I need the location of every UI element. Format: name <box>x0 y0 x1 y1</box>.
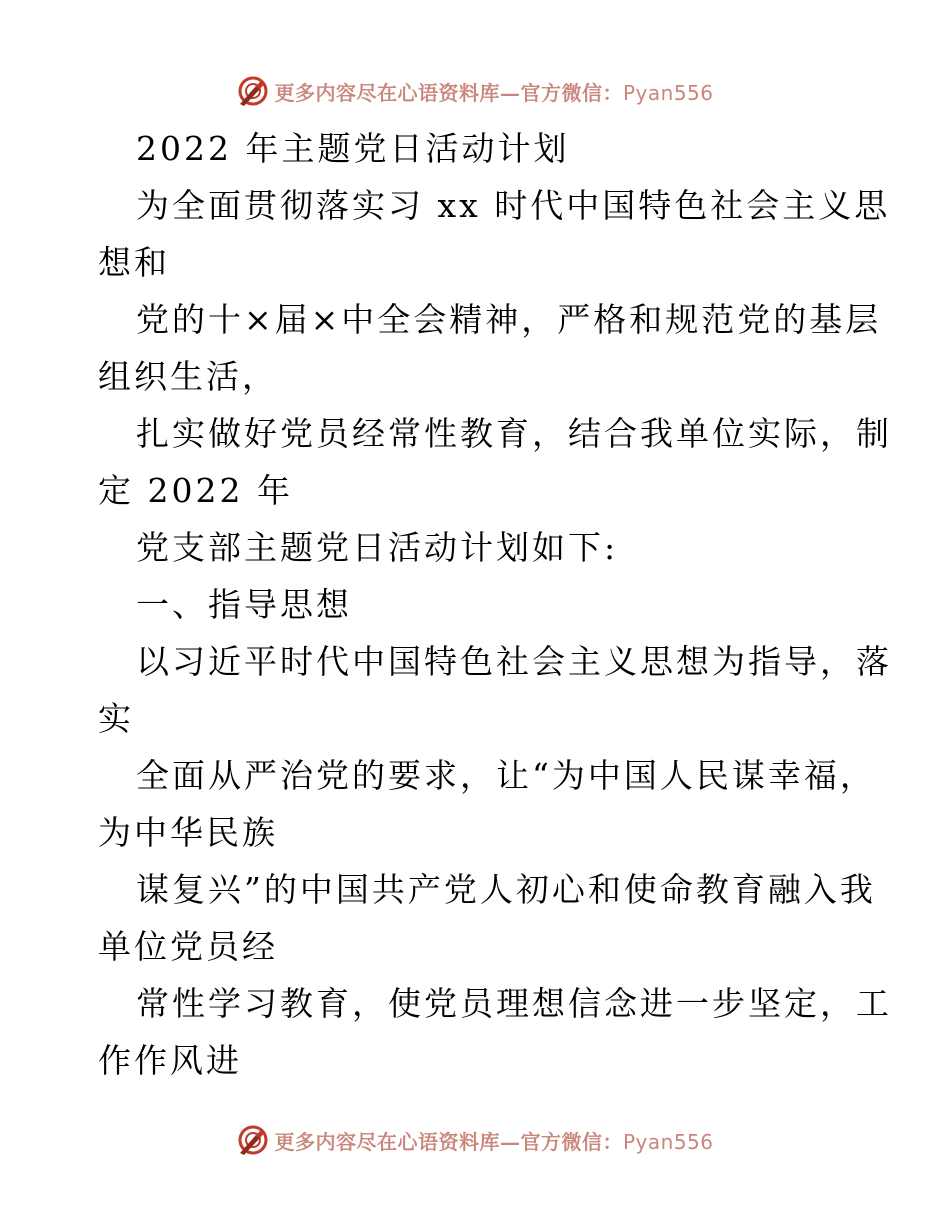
watermark-wechat-id: Pyan556 <box>622 1129 714 1154</box>
header-watermark <box>0 71 950 111</box>
watermark-text <box>274 1126 713 1155</box>
text-line: 实 <box>98 699 134 738</box>
text-line: 组织生活， <box>98 357 278 396</box>
text-line: 定 2022 年 <box>98 471 293 510</box>
text-line: 全面从严治党的要求，让“为中国人民谋幸福， <box>136 756 876 795</box>
text-line: 为中华民族 <box>98 813 278 852</box>
pen-logo-icon <box>236 1123 270 1157</box>
text-line: 党支部主题党日活动计划如下: <box>136 528 619 567</box>
watermark-label: 更多内容尽在心语资料库—官方微信： <box>274 1129 623 1154</box>
text-line: 为全面贯彻落实习 xx 时代中国特色社会主义思 <box>136 186 891 225</box>
text-line: 想和 <box>98 243 170 282</box>
text-line: 谋复兴”的中国共产党人初心和使命教育融入我 <box>136 870 876 909</box>
watermark-label: 更多内容尽在心语资料库—官方微信： <box>274 80 623 105</box>
text-line: 扎实做好党员经常性教育，结合我单位实际，制 <box>136 414 892 453</box>
section-heading: 一、指导思想 <box>136 585 352 624</box>
watermark-text <box>274 77 713 106</box>
text-line: 党的十×届×中全会精神，严格和规范党的基层 <box>136 300 882 339</box>
document-title: 2022 年主题党日活动计划 <box>136 129 570 168</box>
watermark-wechat-id: Pyan556 <box>622 80 714 105</box>
document-body <box>98 120 892 1089</box>
text-line: 单位党员经 <box>98 927 278 966</box>
text-line: 以习近平时代中国特色社会主义思想为指导，落 <box>136 642 892 681</box>
pen-logo-icon <box>236 74 270 108</box>
text-line: 常性学习教育，使党员理想信念进一步坚定，工 <box>136 984 892 1023</box>
text-line: 作作风进 <box>98 1041 242 1080</box>
footer-watermark <box>0 1120 950 1160</box>
